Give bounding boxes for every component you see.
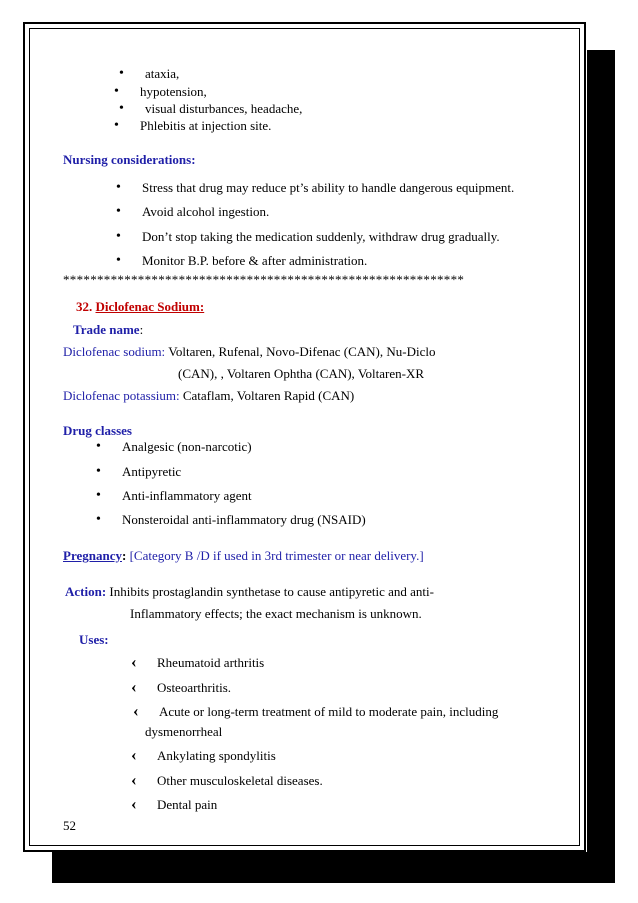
use-item: ‹ Rheumatoid arthritis [157,655,264,671]
action-text-cont: Inflammatory effects; the exact mechanism is unknown. [130,606,422,621]
drug-title [76,299,204,315]
pregnancy-text: [Category B /D if used in 3rd trimester or near delivery.] [129,548,424,563]
use-item: ‹ Dental pain [157,797,217,813]
potassium-label: Diclofenac potassium: [63,388,180,403]
uses-heading: Uses: [79,632,109,647]
use-item: ‹ Acute or long-term treatment of mild to moderate pain, including [159,704,498,720]
page-shadow-right [587,50,615,883]
action-label: Action: [65,584,107,599]
use-item: ‹ Osteoarthritis. [157,680,231,696]
drug-number: 32. [76,299,93,314]
class-item: • Nonsteroidal anti-inflammatory drug (NSAID) [122,512,366,528]
nursing-item: • Avoid alcohol ingestion. [142,204,269,220]
page-shadow-bottom [52,852,615,883]
class-item: • Anti-inflammatory agent [122,488,252,504]
sodium-names: Voltaren, Rufenal, Novo-Difenac (CAN), Nu-Diclo [168,344,436,359]
class-item: • Analgesic (non-narcotic) [122,439,252,455]
use-item: ‹ Ankylating spondylitis [157,748,276,764]
class-item: • Antipyretic [122,464,181,480]
nursing-heading: Nursing considerations: [63,152,196,167]
use-item-cont: dysmenorrheal [145,724,223,739]
action-text: Inhibits prostaglandin synthetase to cause antipyretic and anti- [109,584,434,599]
sodium-names-cont: (CAN), , Voltaren Ophtha (CAN), Voltaren-XR [178,366,425,381]
pregnancy-colon: : [121,548,127,563]
pregnancy-label: Pregnancy [63,548,122,563]
potassium-line [63,388,354,404]
trade-name-line [73,322,143,338]
nursing-item: • Don’t stop taking the medication suddenly, withdraw drug gradually. [142,229,500,245]
side-effect-item: • hypotension, [140,84,207,100]
separator: *********************************************************** [63,272,465,287]
pregnancy-line [63,548,424,564]
side-effect-item: • visual disturbances, headache, [145,101,302,117]
trade-name-colon: : [139,322,144,337]
trade-name-label: Trade name [73,322,140,337]
potassium-names: Cataflam, Voltaren Rapid (CAN) [182,388,355,403]
nursing-item: • Monitor B.P. before & after administration. [142,253,367,269]
drug-name: Diclofenac Sodium: [95,299,205,314]
nursing-item: • Stress that drug may reduce pt’s ability to handle dangerous equipment. [142,180,514,196]
action-line [65,584,434,600]
sodium-line [63,344,435,360]
side-effect-item: • Phlebitis at injection site. [140,118,271,134]
classes-heading: Drug classes [63,423,132,438]
sodium-label: Diclofenac sodium: [63,344,166,359]
side-effect-item: • ataxia, [145,66,179,82]
page-number: 52 [63,818,76,833]
use-item: ‹ Other musculoskeletal diseases. [157,773,323,789]
